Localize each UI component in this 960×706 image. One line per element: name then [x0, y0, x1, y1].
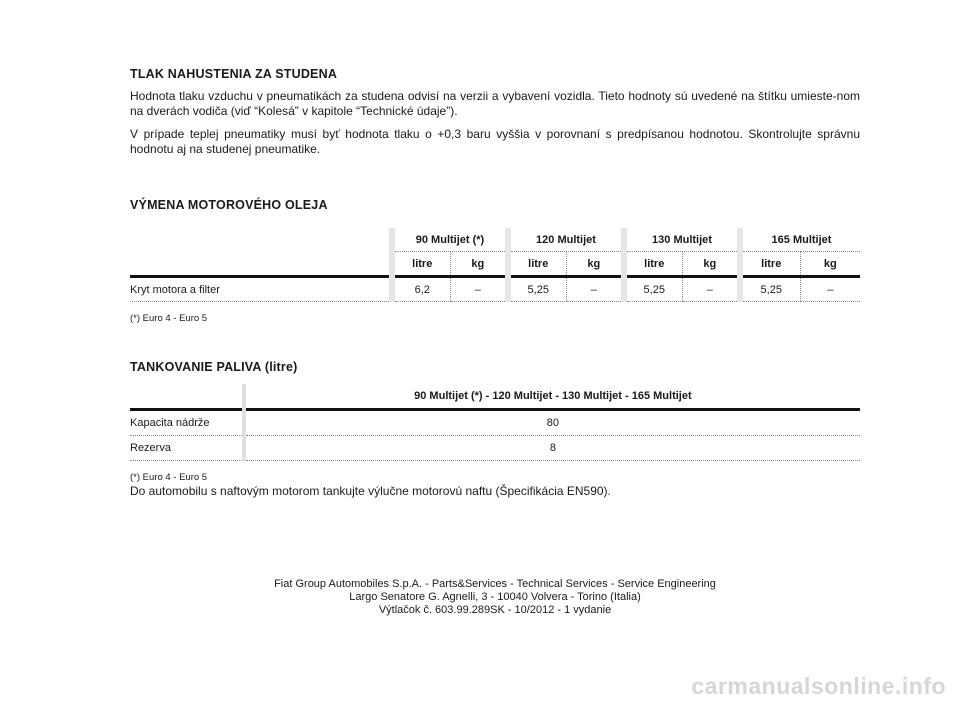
oil-value: –	[682, 277, 740, 302]
oil-unit-header: kg	[682, 252, 740, 277]
oil-value: 5,25	[508, 277, 566, 302]
oil-header-empty	[130, 252, 392, 277]
oil-value: –	[566, 277, 624, 302]
table-row	[130, 436, 860, 461]
oil-unit-header: kg	[800, 252, 860, 277]
oil-footnote: (*) Euro 4 - Euro 5	[130, 313, 208, 324]
oil-unit-header: kg	[450, 252, 508, 277]
watermark: carmanualsonline.info	[691, 673, 946, 699]
footer-line-3: Výtlačok č. 603.99.289SK - 10/2012 - 1 vydanie	[378, 604, 612, 616]
fuel-title: TANKOVANIE PALIVA (litre)	[130, 360, 298, 374]
oil-value: 5,25	[740, 277, 800, 302]
table-row	[130, 277, 860, 302]
oil-engine-header: 165 Multijet	[740, 228, 860, 252]
table-row	[130, 410, 860, 436]
oil-unit-header: litre	[624, 252, 682, 277]
oil-unit-header: litre	[740, 252, 800, 277]
oil-value: 6,2	[392, 277, 450, 302]
footer-line-2: Largo Senatore G. Agnelli, 3 - 10040 Volvera - Torino (Italia)	[349, 591, 641, 603]
oil-value: 5,25	[624, 277, 682, 302]
diesel-note: Do automobilu s naftovým motorom tankujte výlučne motorovú naftu (Špecifikácia EN590).	[130, 484, 611, 498]
tire-pressure-title: TLAK NAHUSTENIA ZA STUDENA	[130, 67, 338, 81]
fuel-row-value: 8	[244, 436, 860, 461]
oil-unit-header: kg	[566, 252, 624, 277]
oil-header-empty	[130, 228, 392, 252]
fuel-footnote: (*) Euro 4 - Euro 5	[130, 472, 208, 483]
fuel-row-label: Rezerva	[130, 436, 244, 461]
fuel-header-empty	[130, 384, 244, 410]
oil-unit-header-row	[130, 252, 860, 277]
oil-unit-header: litre	[508, 252, 566, 277]
oil-value: –	[800, 277, 860, 302]
oil-change-title: VÝMENA MOTOROVÉHO OLEJA	[130, 198, 328, 212]
footer-line-1: Fiat Group Automobiles S.p.A. - Parts&Services - Technical Services - Service Engineering	[274, 578, 716, 590]
oil-row-label: Kryt motora a filter	[130, 277, 392, 302]
oil-engine-header: 130 Multijet	[624, 228, 740, 252]
tire-pressure-paragraph-1: Hodnota tlaku vzduchu v pneumatikách za studena odvisí na verzii a vybavení vozidla. Tieto hodnoty sú uvedené na štítku umieste-nom na dverách vodiča (viď “Kolesá” v kapitole “Technické údaje”).	[130, 89, 860, 118]
oil-engine-header-row	[130, 228, 860, 252]
tire-pressure-paragraph-2: V prípade teplej pneumatiky musí byť hodnota tlaku o +0,3 baru vyššia v porovnaní s predpísanou hodnotou. Skontrolujte správnu hodnotu aj na studenej pneumatike.	[130, 127, 860, 156]
fuel-engine-header: 90 Multijet (*) - 120 Multijet - 130 Multijet - 165 Multijet	[244, 384, 860, 410]
oil-engine-header: 90 Multijet (*)	[392, 228, 508, 252]
oil-unit-header: litre	[392, 252, 450, 277]
oil-value: –	[450, 277, 508, 302]
fuel-table	[130, 384, 860, 461]
fuel-row-label: Kapacita nádrže	[130, 410, 244, 436]
publisher-footer	[130, 578, 860, 617]
oil-engine-header: 120 Multijet	[508, 228, 624, 252]
fuel-row-value: 80	[244, 410, 860, 436]
fuel-header-row	[130, 384, 860, 410]
oil-change-table	[130, 228, 860, 302]
